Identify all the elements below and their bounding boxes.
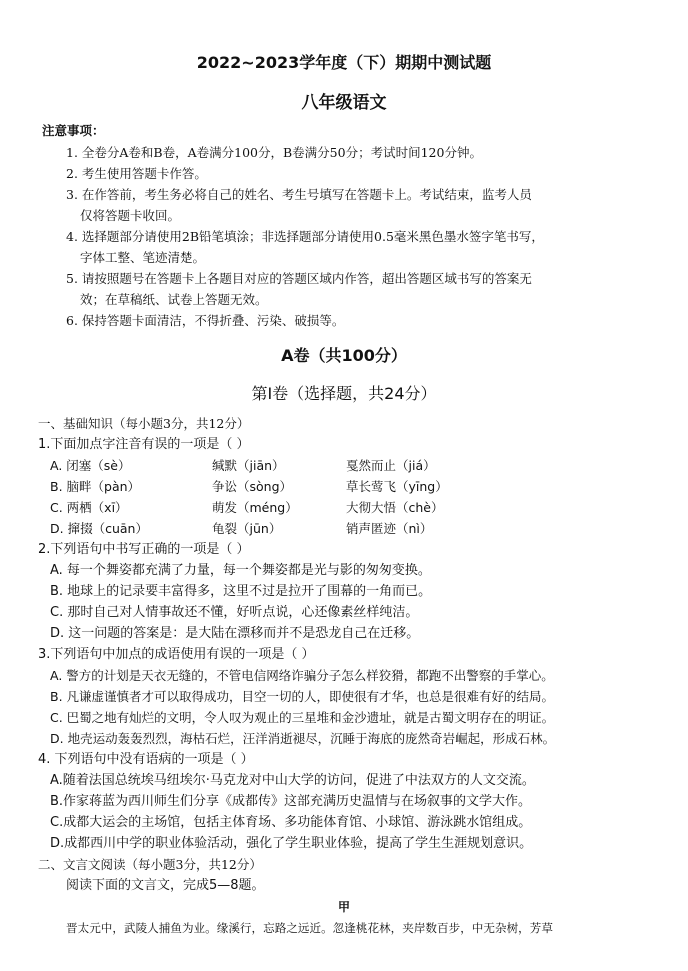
notes-heading: 注意事项： xyxy=(42,123,105,138)
q4-opt: C.成都大运会的主场馆，包括主体育场、多功能体育馆、小球馆、游泳跳水馆组成。 xyxy=(50,815,532,830)
q4-opt: D.成都西川中学的职业体验活动，强化了学生职业体验，提高了学生生涯规划意识。 xyxy=(50,836,533,851)
notes-item: 3. 在作答前，考生务必将自己的姓名、考生号填写在答题卡上。考试结束，监考人员 xyxy=(66,187,532,202)
q3-opt: A. 警方的计划是天衣无缝的，不管电信网络诈骗分子怎么样狡猾，都跑不出警察的手掌心。 xyxy=(50,668,554,683)
q1-opt: 销声匿迹（nì） xyxy=(346,521,433,536)
q4-opt: B.作家蒋蓝为西川师生们分享《成都传》这部充满历史温情与在场叙事的文学大作。 xyxy=(50,794,532,809)
part1-title: 第Ⅰ卷（选择题，共24分） xyxy=(251,384,437,403)
q3-opt: C. 巴蜀之地有灿烂的文明，令人叹为观止的三星堆和金沙遗址，就是古蜀文明存在的明证。 xyxy=(50,710,555,725)
notes-item: 6. 保持答题卡面清洁，不得折叠、污染、破损等。 xyxy=(66,313,345,328)
q4-stem: 4. 下列语句中没有语病的一项是（ ） xyxy=(38,752,254,767)
q1-opt: D. 撺掇（cuān） xyxy=(50,521,148,536)
exam-subtitle: 八年级语文 xyxy=(301,93,387,113)
passage-text: 晋太元中，武陵人捕鱼为业。缘溪行，忘路之远近。忽逢桃花林，夹岸数百步，中无杂树，芳草 xyxy=(66,921,553,935)
q3-stem: 3.下列语句中加点的成语使用有误的一项是（ ） xyxy=(38,647,315,662)
classical-instruction: 阅读下面的文言文，完成5—8题。 xyxy=(66,878,265,893)
notes-item: 4. 选择题部分请使用2B铅笔填涂；非选择题部分请使用0.5毫米黑色墨水签字笔书写， xyxy=(66,229,544,244)
q1-opt: C. 两栖（xī） xyxy=(50,500,128,515)
q1-opt: B. 脑畔（pàn） xyxy=(50,479,141,494)
notes-item: 效；在草稿纸、试卷上答题无效。 xyxy=(80,292,268,307)
q2-opt: C. 那时自己对人情事故还不懂，好听点说，心还像素丝样纯洁。 xyxy=(50,605,419,620)
section-classical: 二、文言文阅读（每小题3分，共12分） xyxy=(38,857,262,872)
passage-label: 甲 xyxy=(337,900,350,914)
q2-opt: D. 这一问题的答案是：是大陆在漂移而并不是恐龙自己在迁移。 xyxy=(50,626,420,641)
q2-opt: B. 地球上的记录要丰富得多，这里不过是拉开了围幕的一角而已。 xyxy=(50,584,432,599)
notes-item: 仅将答题卡收回。 xyxy=(80,208,181,223)
q2-stem: 2.下列语句中书写正确的一项是（ ） xyxy=(38,542,250,557)
q3-opt: B. 凡谦虚谨慎者才可以取得成功，目空一切的人，即使很有才华，也总是很难有好的结局。 xyxy=(50,689,555,704)
notes-item: 字体工整、笔迹清楚。 xyxy=(80,250,206,265)
q1-opt: 缄默（jiān） xyxy=(212,458,285,473)
q1-opt: 萌发（méng） xyxy=(212,500,298,515)
q1-opt: 草长莺飞（yīng） xyxy=(346,479,448,494)
q1-stem: 1.下面加点字注音有误的一项是（ ） xyxy=(38,437,250,452)
q1-opt: A. 闭塞（sè） xyxy=(50,458,131,473)
q1-opt: 戛然而止（jiá） xyxy=(346,458,436,473)
q1-opt: 争讼（sòng） xyxy=(212,479,293,494)
a-section-title: A卷（共100分） xyxy=(281,346,407,365)
q1-opt: 大彻大悟（chè） xyxy=(346,500,444,515)
notes-item: 1. 全卷分A卷和B卷，A卷满分100分，B卷满分50分；考试时间120分钟。 xyxy=(66,145,482,160)
q1-opt: 龟裂（jūn） xyxy=(212,521,282,536)
exam-title: 2022~2023学年度（下）期期中测试题 xyxy=(196,53,492,72)
q4-opt: A.随着法国总统埃马纽埃尔·马克龙对中山大学的访问，促进了中法双方的人文交流。 xyxy=(50,773,535,788)
notes-item: 5. 请按照题号在答题卡上各题目对应的答题区域内作答，超出答题区域书写的答案无 xyxy=(66,271,532,286)
section-basic: 一、基础知识（每小题3分，共12分） xyxy=(38,416,250,431)
q3-opt: D. 地壳运动轰轰烈烈，海枯石烂，汪洋消逝褪尽，沉睡于海底的庞然奇岩崛起，形成石林。 xyxy=(50,731,556,746)
notes-item: 2. 考生使用答题卡作答。 xyxy=(66,166,207,181)
q2-opt: A. 每一个舞姿都充满了力量，每一个舞姿都是光与影的匆匆变换。 xyxy=(50,563,431,578)
